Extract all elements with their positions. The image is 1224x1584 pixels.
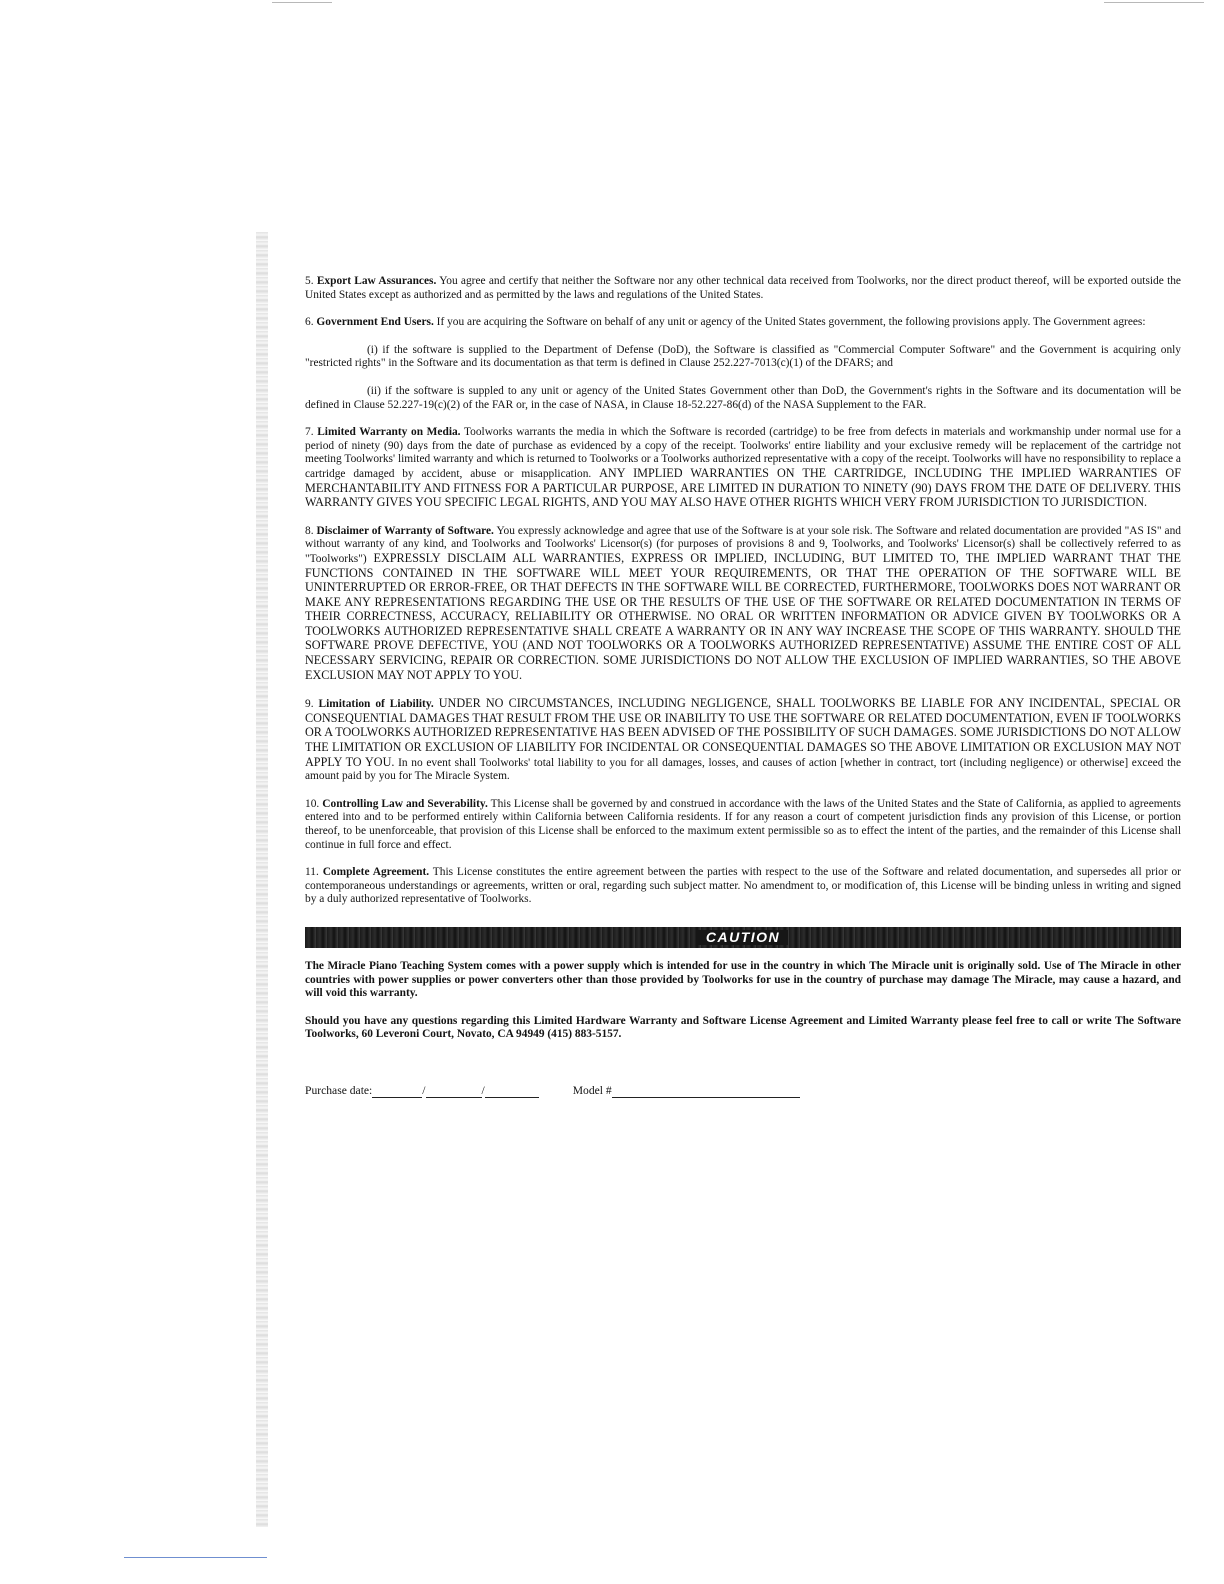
section-title: Limited Warranty on Media. (317, 426, 461, 439)
model-number-label: Model # (572, 1083, 612, 1097)
section-limitation-of-liability (305, 697, 1181, 784)
purchase-date-label: Purchase date: (305, 1083, 373, 1097)
section-body: This License shall be governed by and construed in accordance with the laws of the United States and the State of California, as applied to agreements entered into and to be performed entirely within California between California residents. If for any reason a court of competent jurisdiction finds any provision of this License, or portion thereof, to be unenforceable, that provision of this License shall be enforced to the maximum extent permissible so as to effect the intent of the parties, and the remainder of this License shall continue in full force and effect. (305, 797, 1181, 851)
section-title: Export Law Assurances. (316, 275, 437, 287)
license-document (305, 275, 1181, 1098)
purchase-year-field[interactable] (485, 1085, 539, 1098)
date-separator: / (481, 1083, 485, 1097)
section-number: 9. (305, 698, 314, 711)
section-number: 8. (305, 524, 314, 537)
caution-power-supply-text: The Miracle Piano Teaching System comes with a power supply which is intended for use in the country in which The Miracle unit is originally sold. Use of The Miracle in other countries with power supplies or power converters other than those provided by Toolworks for use in the country of purchase may damage The Miracle, may cause a hazard, and will void this warranty. (305, 959, 1181, 1000)
section-body: If you are acquiring the Software on behalf of any unit or agency of the United States government, the following provisions apply. The Government agrees: (436, 316, 1146, 329)
section-title: Complete Agreement. (322, 866, 430, 879)
purchase-info-form (305, 1084, 1181, 1098)
section-title: Limitation of Liability. (318, 698, 434, 711)
caution-banner (305, 927, 1181, 948)
section-number: 5. (305, 275, 314, 287)
section-title: Government End Users. (316, 316, 434, 329)
section-caps-body: ANY IMPLIED WARRANTIES ON THE CARTRIDGE, INCLUDING THE IMPLIED WARRANTIES OF MERCHANTABILITY AND FITNESS FOR A PARTICULAR PURPOSE, ARE LIMITED IN DURATION TO NINETY (90) DAYS FROM THE DATE OF DELIVERY. THIS WARRANTY GIVES YOU SPECIFIC LEGAL RIGHTS, AND YOU MAY ALSO HAVE OTHER RIGHTS WHICH VERY FROM JURISDICTION TO JURISDICTION. (305, 465, 1181, 510)
section-number: 10. (305, 797, 320, 810)
section-caps-body: EXPRESSLY DISCLAIM ALL WARRANTIES, EXPRESS OR IMPLIED, INCLUDING, BUT LIMITED TO, THE IMPLIED WARRANT THAT THE FUNCTIONS CONTAINED IN THE SOFTWARE WILL MEET YOUR REQUIREMENTS, OR THAT THE OPERATION OF THE SOFTWARE WILL BE UNINTERRUPTED OR ERROR-FREE, OR THAT DEFECTS IN THE SOFTWARE WILL BE CORRECTED, FURTHERMORE, TOOLWORKS DOES NOT WARRANT OR MAKE ANY REPRESENTATIONS REGARDING THE USE OR THE RESULTS OF THE USE OF THE SOFTWARE OR RELATED DOCUMENTATION IN TERMS OF THEIR CORRECTNESS, ACCURACY, RELIABILITY OR OTHERWISE. NO ORAL OR WRITTEN INFORMATION OR ADVICE GIVEN BY TOOLWORKS OR A TOOLWORKS AUTHORIZED REPRESENTATIVE SHALL CREATE A WARRANTY OR IN ANY WAY INCREASE THE SCOPE OF THIS WARRANTY. SHOULD THE SOFTWARE PROVE DEFECTIVE, YOU (AND NOT TOOLWORKS OR A TOOLWORKS AUTHORIZED REPRESENTATIVE) ASSUME THE ENTIRE COST OF ALL NECESSARY SERVICING, REPAIR OR CORRECTION. SOME JURISDICTIONS DO NOT ALLOW THE EXCLUSION OF IMPLIED WARRANTIES, SO THE ABOVE EXCLUSION MAY NOT APPLY TO YOU. (305, 550, 1181, 682)
purchase-day-field[interactable] (426, 1085, 482, 1098)
section-title: Controlling Law and Severability. (322, 797, 488, 810)
section-number: 11. (305, 866, 319, 879)
section-body: In no event shall Toolworks' total liability to you for all damages, losses, and causes of action [whether in contract, tort (including negligence) or otherwise] exceed the amount paid by you for The Miracle System. (305, 756, 1181, 783)
section-controlling-law (305, 798, 1181, 852)
section-body: You expressly acknowledge and agree that use of the Software is at your sole risk. The Software and related documentation are provided "AS IS" and without warranty of any kind, and Toolworks and Toolworks' Licensor(s) (for purposes of provisions 8 and 9, Toolworks, and Toolworks' Licensor(s) shall be collectively referred to as "Toolworks") (305, 524, 1181, 565)
date-separator: / (422, 1083, 426, 1097)
section-government-end-users (305, 316, 1181, 330)
scan-bottom-mark (124, 1557, 267, 1558)
government-clause-i: (i) if the software is supplied to the Department of Defense (DoD), the Software is classified as "Commercial Computer Software" and the Government is acquiring only "restricted rights" in the Software and its documentation as that term is defined in Clause 252.227-7013(c)(1) of the DFARS; and (305, 343, 1181, 370)
purchase-month-field[interactable] (372, 1085, 422, 1098)
section-body: Toolworks warrants the media in which the Software is recorded (cartridge) to be free from defects in materials and workmanship under normal use for a period of ninety (90) days from the date of purchase as evidenced by a copy of the receipt. Toolworks' entire liability and your exclusive remedy will be replacement of the cartridge not meeting Toolworks' limited warranty and which is returned to Toolworks or a Toolworks authorized representative with a copy of the receipt. Toolworks will have no responsibility to replace a cartridge damaged by accident, abuse or misapplication. (305, 426, 1181, 480)
scan-top-mark-right (1104, 2, 1204, 3)
section-number: 6. (305, 316, 314, 329)
scan-left-edge (256, 232, 268, 1527)
model-number-field[interactable] (612, 1085, 800, 1098)
scan-top-mark (272, 2, 332, 3)
section-body: This License constitutes the entire agreement between the parties with respect to the use of the Software and related documentation, and supersedes all prior or contemporaneous understandings or agreements, written or oral, regarding such subject matter. No amendment to, or modification of, this License will be binding unless in writing and signed by a duly authorized representative of Toolworks. (305, 866, 1181, 906)
section-disclaimer-of-warranty (305, 525, 1181, 684)
government-clause-ii: (ii) if the software is suppled to any unit or agency of the United States Government other than DoD, the Government's rights in the Software and its documentation will be defined in Clause 52.227-19(c)(2) of the FAR or, in the case of NASA, in Clause 18-52.227-86(d) of the NASA Supplement to the FAR. (305, 384, 1181, 411)
caution-contact-text: Should you have any questions regarding this Limited Hardware Warranty and Software License Agreement and Limited Warranty please feel free to call or write The Software Toolworks, 60 Leveroni Court, Novato, CA 94949 (415) 883-5157. (305, 1014, 1181, 1041)
caution-label: CAUTION (698, 930, 788, 946)
section-export-law (305, 275, 1181, 302)
section-caps-body: UNDER NO CIRCUMSTANCES, INCLUDING NEGLIGENCE, SHALL TOOLWORKS BE LIABLE FOR ANY INCIDENTAL, SPECIAL OR CONSEQUENTIAL DAMAGES THAT RESULT FROM THE USE OR INABILITY TO USE THE SOFTWARE OR RELATED DOCUMENTATION, EVEN IF TOOLWORKS OR A TOOLWORKS AUTHORIZED REPRESENTATIVE HAS BEEN ADVISED OF THE POSSIBILITY OF SUCH DAMAGES. SOME JURISDICTIONS DO NOT ALLOW THE LIMITATION OR EXCLUSION OF LIABILITY FOR INCIDENTAL OR CONSEQUENTIAL DAMAGES SO THE ABOVE LIMITATION OR EXCLUSION MAY NOT APPLY TO YOU. (305, 696, 1181, 769)
section-title: Disclaimer of Warranty of Software. (316, 524, 494, 537)
section-number: 7. (305, 426, 314, 439)
section-complete-agreement (305, 866, 1181, 907)
section-body: You agree and certify that neither the Software nor any other technical data received from Toolworks, nor the direct product thereof, will be exported outside the United States except as authorized and as permitted by the laws and regulations of the United States. (305, 275, 1181, 301)
section-limited-warranty-media (305, 426, 1181, 511)
